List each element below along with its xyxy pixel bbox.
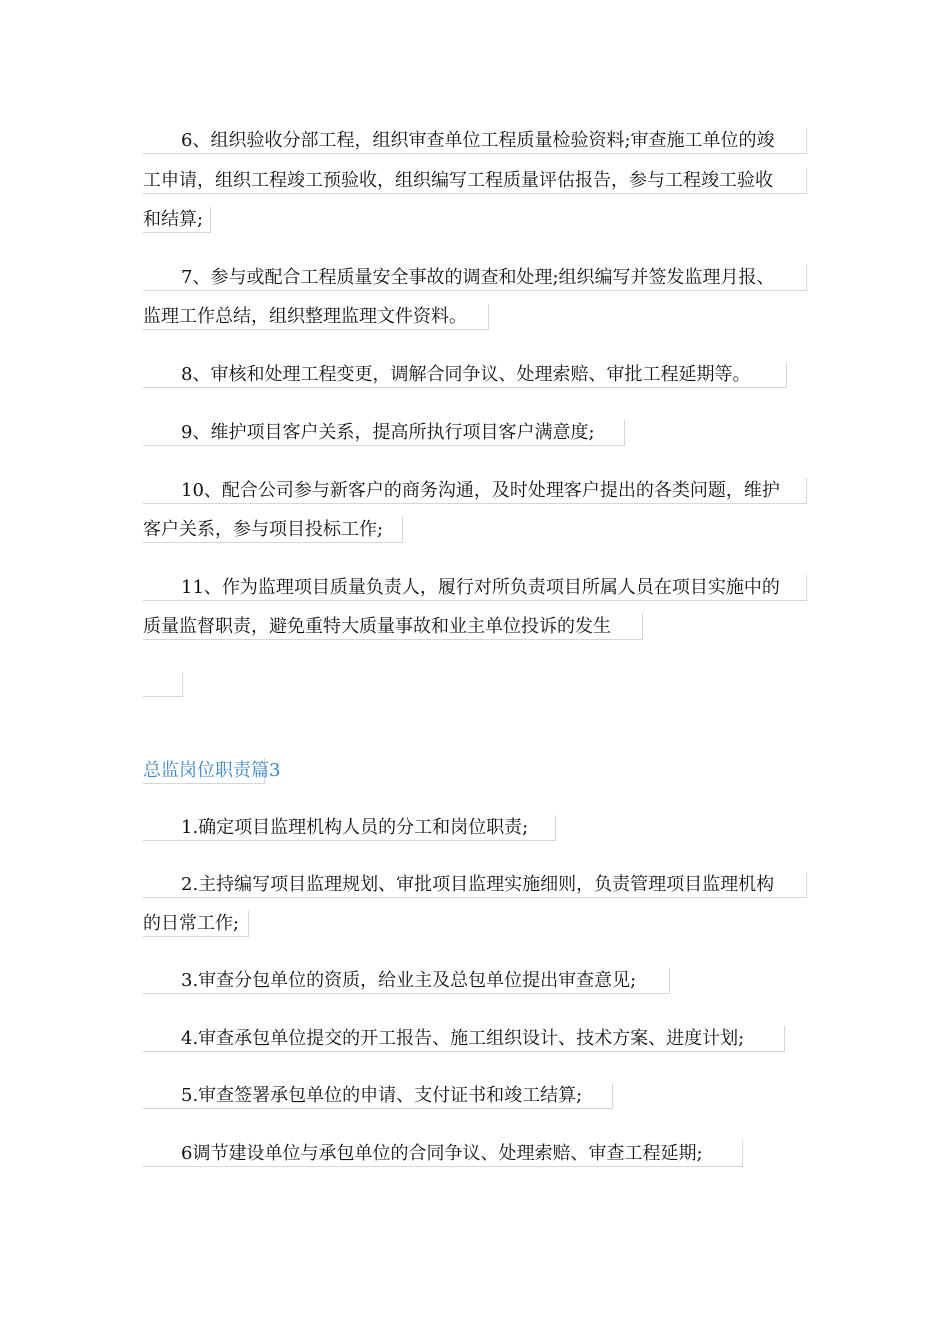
paragraph-line: 11、作为监理项目质量负责人，履行对所负责项目所属人员在项目实施中的 (143, 575, 807, 601)
paragraph-line: 客户关系，参与项目投标工作; (143, 517, 403, 543)
paragraph-line: 6、组织验收分部工程，组织审查单位工程质量检验资料;审查施工单位的竣 (143, 128, 807, 154)
paragraph-line: 10、配合公司参与新客户的商务沟通，及时处理客户提出的各类问题，维护 (143, 478, 807, 504)
paragraph-line: 5.审查签署承包单位的申请、支付证书和竣工结算; (143, 1083, 613, 1109)
empty-placeholder (143, 673, 183, 697)
section-heading: 总监岗位职责篇3 (143, 758, 265, 784)
paragraph-line: 监理工作总结，组织整理监理文件资料。 (143, 304, 489, 330)
paragraph-line: 7、参与或配合工程质量安全事故的调查和处理;组织编写并签发监理月报、 (143, 265, 807, 291)
paragraph-line: 和结算; (143, 207, 211, 233)
paragraph-line: 9、维护项目客户关系，提高所执行项目客户满意度; (143, 420, 625, 446)
paragraph-line: 1.确定项目监理机构人员的分工和岗位职责; (143, 815, 556, 841)
paragraph-line: 4.审查承包单位提交的开工报告、施工组织设计、技术方案、进度计划; (143, 1026, 785, 1052)
paragraph-line: 质量监督职责，避免重特大质量事故和业主单位投诉的发生 (143, 614, 643, 640)
paragraph-line: 2.主持编写项目监理规划、审批项目监理实施细则，负责管理项目监理机构 (143, 872, 807, 898)
paragraph-line: 的日常工作; (143, 911, 249, 937)
paragraph-line: 6调节建设单位与承包单位的合同争议、处理索赔、审查工程延期; (143, 1141, 743, 1167)
paragraph-line: 工申请，组织工程竣工预验收，组织编写工程质量评估报告，参与工程竣工验收 (143, 168, 807, 194)
paragraph-line: 3.审查分包单位的资质，给业主及总包单位提出审查意见; (143, 968, 670, 994)
paragraph-line: 8、审核和处理工程变更，调解合同争议、处理索赔、审批工程延期等。 (143, 362, 787, 388)
